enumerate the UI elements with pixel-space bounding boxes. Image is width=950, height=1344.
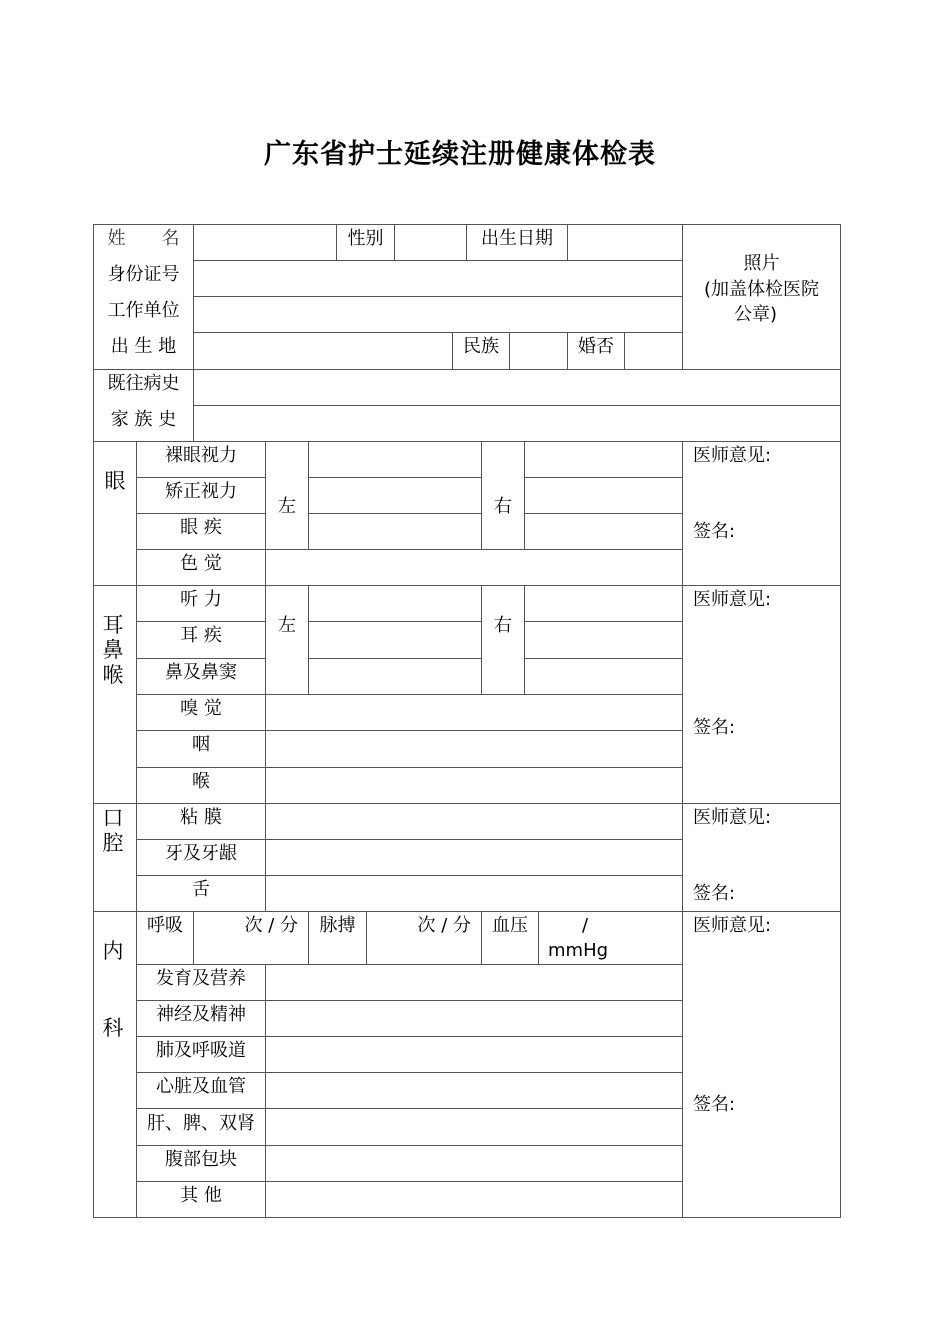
eye-corrected-left-field[interactable]: [309, 478, 481, 513]
eye-naked-left-field[interactable]: [309, 442, 481, 477]
pulse-unit: 次 / 分: [417, 915, 471, 936]
eye-doctor-opinion: 医师意见:: [693, 445, 772, 466]
label-tongue: 舌: [192, 879, 210, 900]
birthdate-field[interactable]: [568, 225, 682, 260]
hearing-right-field[interactable]: [525, 586, 682, 621]
section-eye: 眼: [104, 469, 126, 493]
label-abdomen: 腹部包块: [165, 1149, 237, 1170]
development-field[interactable]: [266, 965, 682, 1000]
label-birthdate: 出生日期: [481, 228, 553, 249]
label-marital: 婚否: [578, 336, 614, 357]
section-ent-1: 耳: [102, 613, 124, 637]
oral-doctor-opinion: 医师意见:: [693, 807, 772, 828]
label-color-vision: 色 觉: [180, 553, 222, 574]
photo-note: (加盖体检医院: [703, 279, 820, 300]
larynx-field[interactable]: [266, 768, 682, 803]
eye-corrected-right-field[interactable]: [525, 478, 682, 513]
nose-left-field[interactable]: [309, 659, 481, 694]
photo-label: 照片: [743, 253, 780, 274]
hearing-left-field[interactable]: [309, 586, 481, 621]
label-gender: 性别: [347, 228, 384, 249]
label-pharynx: 咽: [192, 734, 210, 755]
workplace-field[interactable]: [194, 297, 682, 332]
label-teeth-gums: 牙及牙龈: [165, 843, 237, 864]
name-field[interactable]: [194, 225, 336, 260]
internal-doctor-opinion: 医师意见:: [693, 915, 772, 936]
eye-disease-right-field[interactable]: [525, 514, 682, 549]
past-history-field[interactable]: [194, 370, 840, 405]
label-heart: 心脏及血管: [156, 1076, 246, 1097]
ethnicity-field[interactable]: [510, 333, 567, 369]
label-nose-sinus: 鼻及鼻窦: [165, 662, 237, 683]
ent-signature: 签名:: [693, 717, 736, 738]
label-workplace: 工作单位: [107, 300, 180, 321]
label-family-history: 家 族 史: [110, 409, 177, 430]
birthplace-field[interactable]: [194, 333, 452, 369]
heart-field[interactable]: [266, 1073, 682, 1108]
eye-right-label: 右: [494, 496, 512, 517]
nerves-field[interactable]: [266, 1001, 682, 1036]
section-internal-2: 科: [102, 1016, 124, 1040]
ent-left-label: 左: [278, 615, 296, 636]
label-id-number: 身份证号: [107, 264, 180, 285]
label-development: 发育及营养: [156, 968, 246, 989]
id-number-field[interactable]: [194, 261, 682, 296]
teeth-gums-field[interactable]: [266, 840, 682, 875]
table-bottom-border: [93, 1217, 841, 1218]
label-other: 其 他: [180, 1185, 222, 1206]
tongue-field[interactable]: [266, 876, 682, 911]
label-respiration: 呼吸: [147, 915, 183, 936]
label-nerves: 神经及精神: [156, 1004, 246, 1025]
mucosa-field[interactable]: [266, 804, 682, 839]
label-larynx: 喉: [192, 771, 210, 792]
internal-signature: 签名:: [693, 1094, 736, 1115]
marital-field[interactable]: [625, 333, 682, 369]
ent-doctor-opinion: 医师意见:: [693, 589, 772, 610]
family-history-field[interactable]: [194, 406, 840, 441]
label-ear-disease: 耳 疾: [180, 625, 222, 646]
section-internal-1: 内: [102, 939, 124, 963]
eye-signature: 签名:: [693, 521, 736, 542]
label-ethnicity: 民族: [463, 336, 499, 357]
color-vision-field[interactable]: [266, 550, 682, 585]
eye-naked-right-field[interactable]: [525, 442, 682, 477]
gender-field[interactable]: [395, 225, 466, 260]
pharynx-field[interactable]: [266, 731, 682, 767]
section-ent-2: 鼻: [102, 638, 124, 662]
label-eye-disease: 眼 疾: [180, 517, 222, 538]
nose-right-field[interactable]: [525, 659, 682, 694]
ear-disease-right-field[interactable]: [525, 622, 682, 658]
label-blood-pressure: 血压: [492, 915, 528, 936]
lungs-field[interactable]: [266, 1037, 682, 1072]
photo-note-cont: 公章): [733, 304, 778, 325]
section-oral-2: 腔: [102, 831, 124, 855]
label-hearing: 听 力: [180, 589, 222, 610]
section-ent-3: 喉: [102, 663, 124, 687]
table-right-border: [840, 224, 841, 1218]
ear-disease-left-field[interactable]: [309, 622, 481, 658]
label-corrected-vision: 矫正视力: [165, 481, 237, 502]
label-naked-vision: 裸眼视力: [165, 445, 237, 466]
oral-signature: 签名:: [693, 883, 736, 904]
ent-right-label: 右: [494, 615, 512, 636]
label-past-history: 既往病史: [107, 373, 180, 394]
label-name: 姓 名: [107, 228, 180, 249]
label-smell: 嗅 觉: [180, 698, 222, 719]
bp-unit: mmHg: [548, 940, 609, 961]
section-oral-1: 口: [102, 806, 124, 830]
abdomen-field[interactable]: [266, 1146, 682, 1181]
other-field[interactable]: [266, 1182, 682, 1217]
page-title: 广东省护士延续注册健康体检表: [264, 139, 656, 170]
label-liver: 肝、脾、双肾: [147, 1113, 255, 1134]
liver-field[interactable]: [266, 1109, 682, 1145]
label-mucosa: 粘 膜: [180, 807, 222, 828]
bp-slash: /: [581, 915, 589, 936]
eye-left-label: 左: [278, 496, 296, 517]
label-lungs: 肺及呼吸道: [156, 1040, 246, 1061]
smell-field[interactable]: [266, 695, 682, 730]
eye-disease-left-field[interactable]: [309, 514, 481, 549]
label-pulse: 脉搏: [319, 915, 356, 936]
respiration-unit: 次 / 分: [244, 915, 298, 936]
label-birthplace: 出 生 地: [110, 336, 177, 357]
